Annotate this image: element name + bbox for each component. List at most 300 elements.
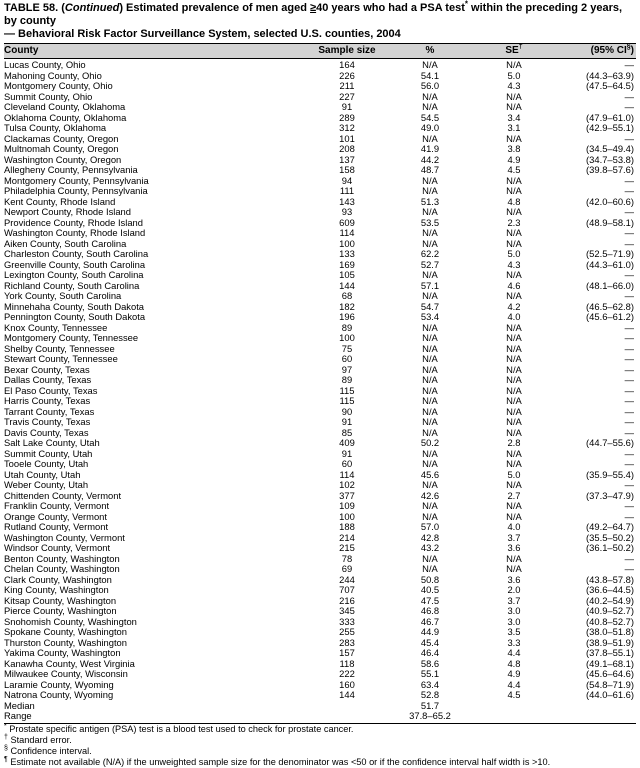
cell-county: Thurston County, Washington — [4, 636, 127, 648]
cell-percent: N/A — [422, 90, 438, 102]
cell-percent: 42.6 — [420, 489, 440, 501]
title-prefix: TABLE 58. ( — [4, 2, 65, 14]
cell-sample-size: 68 — [341, 290, 353, 301]
cell-ci: (35.5–50.2) — [586, 531, 634, 543]
cell-ci: (37.3–47.9) — [586, 489, 634, 501]
cell-percent: 52.7 — [420, 258, 440, 270]
cell-percent: 40.5 — [420, 584, 440, 595]
cell-sample-size: 97 — [341, 363, 353, 375]
cell-county: King County, Washington — [4, 584, 109, 595]
title-continued: Continued — [64, 2, 120, 14]
cell-percent: 46.4 — [420, 647, 440, 658]
cell-ci: — — [624, 290, 634, 301]
cell-percent: N/A — [422, 500, 438, 511]
cell-county: Dallas County, Texas — [4, 374, 92, 385]
cell-ci: (45.6–61.2) — [586, 311, 634, 322]
cell-percent: N/A — [422, 426, 438, 438]
cell-sample-size: 157 — [339, 647, 355, 658]
table-row — [4, 669, 636, 680]
cell-ci: (38.9–51.9) — [586, 636, 634, 648]
cell-ci: (45.6–64.6) — [586, 668, 634, 679]
cell-percent: N/A — [422, 447, 438, 459]
cell-county: Kanawha County, West Virginia — [4, 657, 135, 669]
cell-percent: 52.8 — [420, 689, 440, 700]
cell-ci: (44.0–61.6) — [586, 689, 634, 700]
header-county: County — [4, 45, 39, 56]
cell-se: N/A — [506, 353, 522, 364]
cell-ci: — — [624, 447, 634, 459]
table-row — [4, 585, 636, 596]
cell-county: Salt Lake County, Utah — [4, 437, 100, 448]
cell-percent: N/A — [422, 132, 438, 144]
table-body — [4, 59, 636, 722]
cell-percent: N/A — [422, 59, 438, 70]
cell-percent: 43.2 — [420, 542, 440, 553]
cell-ci: (42.9–55.1) — [586, 122, 634, 133]
cell-sample-size: 244 — [339, 573, 355, 585]
table-row — [4, 459, 636, 470]
table-row — [4, 60, 636, 71]
footnote-mark: ¶ — [4, 755, 8, 763]
cell-se: 4.8 — [507, 195, 521, 207]
cell-sample-size: 114 — [339, 227, 355, 238]
cell-ci: (34.5–49.4) — [586, 143, 634, 154]
cell-se: N/A — [506, 90, 522, 102]
footnote-text: Standard error. — [7, 734, 72, 745]
cell-percent: 50.8 — [420, 573, 440, 585]
cell-ci: — — [624, 479, 634, 490]
cell-ci: — — [624, 90, 634, 102]
cell-sample-size: 216 — [339, 594, 355, 606]
table-row — [4, 606, 636, 617]
cell-county: Summit County, Utah — [4, 447, 93, 459]
cell-ci: (44.7–55.6) — [586, 437, 634, 448]
cell-percent: N/A — [422, 101, 438, 112]
cell-county: Clark County, Washington — [4, 573, 112, 585]
cell-sample-size: 215 — [339, 542, 355, 553]
cell-ci: (43.8–57.8) — [586, 573, 634, 585]
cell-county: Washington County, Rhode Island — [4, 227, 146, 238]
table-row — [4, 333, 636, 344]
cell-se: N/A — [506, 269, 522, 280]
cell-percent: 51.3 — [420, 195, 440, 207]
cell-sample-size: 91 — [341, 447, 353, 459]
cell-ci: — — [624, 458, 634, 469]
cell-se: 3.4 — [507, 111, 521, 123]
cell-county: Cleveland County, Oklahoma — [4, 101, 126, 112]
cell-sample-size: 333 — [339, 615, 355, 627]
cell-county: Snohomish County, Washington — [4, 615, 137, 627]
cell-ci: — — [624, 227, 634, 238]
cell-se: N/A — [506, 384, 522, 396]
cell-ci: (36.6–44.5) — [586, 584, 634, 595]
cell-county: Lucas County, Ohio — [4, 59, 86, 70]
table-row — [4, 501, 636, 512]
table-row — [4, 701, 636, 712]
cell-sample-size: 90 — [341, 405, 353, 417]
cell-county: Range — [4, 710, 32, 721]
cell-se: 3.7 — [507, 594, 521, 606]
cell-county: Aiken County, South Carolina — [4, 237, 127, 249]
cell-county: Providence County, Rhode Island — [4, 216, 143, 228]
cell-county: Benton County, Washington — [4, 552, 120, 564]
cell-se: N/A — [506, 510, 522, 522]
cell-ci: (44.3–63.9) — [586, 69, 634, 81]
cell-ci: (49.2–64.7) — [586, 521, 634, 532]
cell-se: 3.1 — [507, 122, 521, 133]
cell-percent: 51.7 — [420, 699, 440, 711]
cell-county: Utah County, Utah — [4, 468, 81, 480]
header-se — [474, 45, 554, 57]
cell-se: 5.0 — [507, 248, 521, 259]
cell-percent: N/A — [422, 269, 438, 280]
cell-ci: (39.8–57.6) — [586, 164, 634, 175]
cell-se: N/A — [506, 552, 522, 564]
cell-sample-size: 109 — [339, 500, 355, 511]
cell-sample-size: 345 — [339, 605, 355, 616]
cell-county: El Paso County, Texas — [4, 384, 98, 396]
cell-percent: 44.9 — [420, 626, 440, 637]
cell-sample-size: 133 — [339, 248, 355, 259]
cell-se: N/A — [506, 132, 522, 144]
cell-percent: 46.7 — [420, 615, 440, 627]
cell-ci: (38.0–51.8) — [586, 626, 634, 637]
cell-sample-size: 105 — [339, 269, 355, 280]
cell-sample-size: 164 — [339, 59, 355, 70]
table-row — [4, 438, 636, 449]
cell-se: N/A — [506, 500, 522, 511]
cell-ci: (47.5–64.5) — [586, 80, 634, 91]
table-row — [4, 365, 636, 376]
cell-ci: (47.9–61.0) — [586, 111, 634, 123]
cell-ci: (46.5–62.8) — [586, 300, 634, 312]
cell-percent: 54.1 — [420, 69, 440, 81]
cell-se: N/A — [506, 332, 522, 343]
cell-percent: N/A — [422, 416, 438, 427]
cell-se: 4.8 — [507, 657, 521, 669]
header-se-label: SE — [505, 45, 519, 56]
cell-se: 3.0 — [507, 615, 521, 627]
cell-sample-size: 102 — [339, 479, 355, 490]
cell-county: Travis County, Texas — [4, 416, 91, 427]
cell-percent: 55.1 — [420, 668, 440, 679]
cell-sample-size: 69 — [341, 563, 353, 574]
cell-se: 4.4 — [507, 647, 521, 658]
cell-percent: 53.4 — [420, 311, 440, 322]
cell-percent: 45.6 — [420, 468, 440, 480]
cell-county: Stewart County, Tennessee — [4, 353, 118, 364]
cell-percent: 37.8–65.2 — [409, 710, 451, 721]
cell-sample-size: 111 — [339, 185, 355, 196]
cell-se: 3.6 — [507, 573, 521, 585]
cell-county: Richland County, South Carolina — [4, 279, 140, 291]
footnote — [4, 735, 636, 746]
header-percent: % — [425, 45, 435, 56]
cell-county: Weber County, Utah — [4, 479, 89, 490]
table-row — [4, 449, 636, 460]
table-row — [4, 102, 636, 113]
cell-percent: N/A — [422, 363, 438, 375]
cell-percent: N/A — [422, 227, 438, 238]
cell-sample-size: 101 — [339, 132, 355, 144]
cell-sample-size: 144 — [339, 689, 355, 700]
cell-county: Minnehaha County, South Dakota — [4, 300, 145, 312]
cell-county: Montgomery County, Pennsylvania — [4, 174, 149, 186]
cell-se: N/A — [506, 59, 522, 70]
cell-se: 4.6 — [507, 279, 521, 291]
table-row — [4, 228, 636, 239]
cell-sample-size: 118 — [339, 657, 355, 669]
cell-se: N/A — [506, 101, 522, 112]
cell-percent: N/A — [422, 552, 438, 564]
cell-percent: 50.2 — [420, 437, 440, 448]
cell-se: N/A — [506, 206, 522, 217]
cell-se: N/A — [506, 185, 522, 196]
cell-percent: N/A — [422, 321, 438, 333]
cell-county: Mahoning County, Ohio — [4, 69, 102, 81]
header-sample-size: Sample size — [318, 45, 376, 56]
cell-ci: — — [624, 342, 634, 354]
cell-county: Chelan County, Washington — [4, 563, 120, 574]
column-header-bar — [4, 43, 636, 59]
cell-county: Chittenden County, Vermont — [4, 489, 122, 501]
cell-sample-size: 226 — [339, 69, 355, 81]
cell-sample-size: 169 — [339, 258, 355, 270]
table-row — [4, 81, 636, 92]
table-row — [4, 690, 636, 701]
cell-ci: (36.1–50.2) — [586, 542, 634, 553]
cell-ci: — — [624, 500, 634, 511]
cell-ci: (44.3–61.0) — [586, 258, 634, 270]
cell-se: 4.4 — [507, 678, 521, 690]
cell-sample-size: 214 — [339, 531, 355, 543]
cell-sample-size: 283 — [339, 636, 355, 648]
cell-percent: 63.4 — [420, 678, 440, 690]
header-se-mark: † — [518, 43, 523, 51]
footnote — [4, 724, 636, 735]
cell-se: 3.0 — [507, 605, 521, 616]
cell-county: Newport County, Rhode Island — [4, 206, 131, 217]
cell-county: Kitsap County, Washington — [4, 594, 117, 606]
cell-sample-size: 60 — [341, 458, 353, 469]
cell-ci: (54.8–71.9) — [586, 678, 634, 690]
table-row — [4, 711, 636, 722]
footnote-mark: * — [4, 722, 7, 730]
table-row — [4, 375, 636, 386]
cell-sample-size: 94 — [341, 174, 353, 186]
cell-se: N/A — [506, 290, 522, 301]
cell-county: Knox County, Tennessee — [4, 321, 108, 333]
cell-ci: (40.8–52.7) — [586, 615, 634, 627]
cell-ci: (42.0–60.6) — [586, 195, 634, 207]
cell-ci: — — [624, 174, 634, 186]
cell-sample-size: 144 — [339, 279, 355, 291]
table-row — [4, 407, 636, 418]
cell-ci: — — [624, 395, 634, 406]
cell-sample-size: 222 — [339, 668, 355, 679]
cell-sample-size: 85 — [341, 426, 353, 438]
cell-sample-size: 93 — [341, 206, 353, 217]
footnote-mark: † — [4, 733, 8, 741]
cell-percent: 46.8 — [420, 605, 440, 616]
cell-ci: — — [624, 185, 634, 196]
cell-county: Milwaukee County, Wisconsin — [4, 668, 128, 679]
cell-county: Harris County, Texas — [4, 395, 91, 406]
cell-se: N/A — [506, 174, 522, 186]
cell-sample-size: 60 — [341, 353, 353, 364]
cell-se: 4.5 — [507, 689, 521, 700]
cell-sample-size: 100 — [339, 510, 355, 522]
cell-percent: 41.9 — [420, 143, 440, 154]
table-row — [4, 564, 636, 575]
cell-county: Montgomery County, Ohio — [4, 80, 113, 91]
footnote — [4, 746, 636, 757]
cell-se: 4.3 — [507, 258, 521, 270]
cell-percent: N/A — [422, 395, 438, 406]
header-ci-close: ) — [630, 45, 634, 56]
cell-county: Median — [4, 699, 35, 711]
title-mid-1: ) Estimated prevalence of men aged — [119, 2, 311, 14]
cell-percent: N/A — [422, 174, 438, 186]
table-row — [4, 270, 636, 281]
table-row — [4, 386, 636, 397]
cell-county: Montgomery County, Tennessee — [4, 332, 139, 343]
cell-percent: 58.6 — [420, 657, 440, 669]
cell-ci: (48.9–58.1) — [586, 216, 634, 228]
cell-county: Tulsa County, Oklahoma — [4, 122, 107, 133]
cell-county: Multnomah County, Oregon — [4, 143, 119, 154]
cell-county: Shelby County, Tennessee — [4, 342, 115, 354]
cell-ci: (49.1–68.1) — [586, 657, 634, 669]
cell-ci: (40.2–54.9) — [586, 594, 634, 606]
cell-percent: N/A — [422, 237, 438, 249]
cell-sample-size: 409 — [339, 437, 355, 448]
cell-percent: N/A — [422, 458, 438, 469]
cell-ci: — — [624, 59, 634, 70]
cell-ci: — — [624, 237, 634, 249]
cell-percent: N/A — [422, 405, 438, 417]
cell-se: N/A — [506, 374, 522, 385]
cell-se: 4.2 — [507, 300, 521, 312]
cell-ci: — — [624, 332, 634, 343]
table-row — [4, 480, 636, 491]
cell-county: Windsor County, Vermont — [4, 542, 111, 553]
cell-sample-size: 196 — [339, 311, 355, 322]
cell-se: N/A — [506, 395, 522, 406]
cell-county: Kent County, Rhode Island — [4, 195, 116, 207]
title-suffix: within the preceding 2 years, by county — [4, 2, 623, 27]
cell-se: N/A — [506, 321, 522, 333]
title-ge-symbol: ≥ — [310, 2, 317, 14]
cell-ci: (40.9–52.7) — [586, 605, 634, 616]
table-row — [4, 312, 636, 323]
cell-sample-size: 255 — [339, 626, 355, 637]
cell-ci: (52.5–71.9) — [586, 248, 634, 259]
cell-se: 2.0 — [507, 584, 521, 595]
cell-se: N/A — [506, 563, 522, 574]
cell-percent: N/A — [422, 479, 438, 490]
footnote-text: Confidence interval. — [7, 745, 92, 756]
cell-county: Summit County, Ohio — [4, 90, 93, 102]
cell-sample-size: 89 — [341, 321, 353, 333]
cell-ci: — — [624, 374, 634, 385]
cell-county: Lexington County, South Carolina — [4, 269, 144, 280]
cell-se: 4.3 — [507, 80, 521, 91]
cell-percent: N/A — [422, 332, 438, 343]
cell-ci: — — [624, 552, 634, 564]
cell-ci: — — [624, 132, 634, 144]
cell-ci: — — [624, 206, 634, 217]
cell-percent: 54.7 — [420, 300, 440, 312]
cell-county: Greenville County, South Carolina — [4, 258, 146, 270]
cell-ci: — — [624, 101, 634, 112]
cell-percent: 44.2 — [420, 153, 440, 165]
cell-sample-size: 707 — [339, 584, 355, 595]
cell-ci: — — [624, 426, 634, 438]
cell-percent: N/A — [422, 510, 438, 522]
cell-ci: (34.7–53.8) — [586, 153, 634, 165]
cell-sample-size: 100 — [339, 332, 355, 343]
cell-se: 3.3 — [507, 636, 521, 648]
cell-se: 3.8 — [507, 143, 521, 154]
cell-county: Rutland County, Vermont — [4, 521, 109, 532]
cell-percent: N/A — [422, 206, 438, 217]
cell-sample-size: 91 — [341, 416, 353, 427]
table-row — [4, 470, 636, 481]
cell-county: Natrona County, Wyoming — [4, 689, 114, 700]
table-row — [4, 249, 636, 260]
cell-county: Charleston County, South Carolina — [4, 248, 149, 259]
cell-ci: — — [624, 269, 634, 280]
cell-ci: — — [624, 363, 634, 375]
title-line-1 — [4, 2, 636, 28]
cell-se: 2.3 — [507, 216, 521, 228]
cell-sample-size: 89 — [341, 374, 353, 385]
cell-ci: (35.9–55.4) — [586, 468, 634, 480]
cell-se: N/A — [506, 342, 522, 354]
cell-sample-size: 227 — [339, 90, 355, 102]
cell-se: 4.0 — [507, 521, 521, 532]
cell-sample-size: 312 — [339, 122, 355, 133]
cell-percent: N/A — [422, 185, 438, 196]
table-row — [4, 291, 636, 302]
cell-se: N/A — [506, 479, 522, 490]
cell-ci: — — [624, 353, 634, 364]
cell-se: 3.7 — [507, 531, 521, 543]
cell-percent: N/A — [422, 342, 438, 354]
table-row — [4, 186, 636, 197]
cell-se: 5.0 — [507, 468, 521, 480]
cell-county: Clackamas County, Oregon — [4, 132, 119, 144]
table-title — [4, 2, 636, 41]
cell-county: Pierce County, Washington — [4, 605, 117, 616]
cell-percent: 54.5 — [420, 111, 440, 123]
cell-percent: N/A — [422, 374, 438, 385]
cell-sample-size: 182 — [339, 300, 355, 312]
cell-percent: 47.5 — [420, 594, 440, 606]
cell-county: Washington County, Oregon — [4, 153, 122, 165]
cell-county: Tooele County, Utah — [4, 458, 89, 469]
cell-sample-size: 100 — [339, 237, 355, 249]
cell-ci: — — [624, 563, 634, 574]
cell-sample-size: 208 — [339, 143, 355, 154]
cell-sample-size: 158 — [339, 164, 355, 175]
cell-se: 3.6 — [507, 542, 521, 553]
table-row — [4, 522, 636, 533]
cell-se: N/A — [506, 447, 522, 459]
cell-se: N/A — [506, 227, 522, 238]
footnote-text: Estimate not available (N/A) if the unweighted sample size for the denominator was <50 or if the confidence interval half width is >10. — [7, 756, 551, 767]
